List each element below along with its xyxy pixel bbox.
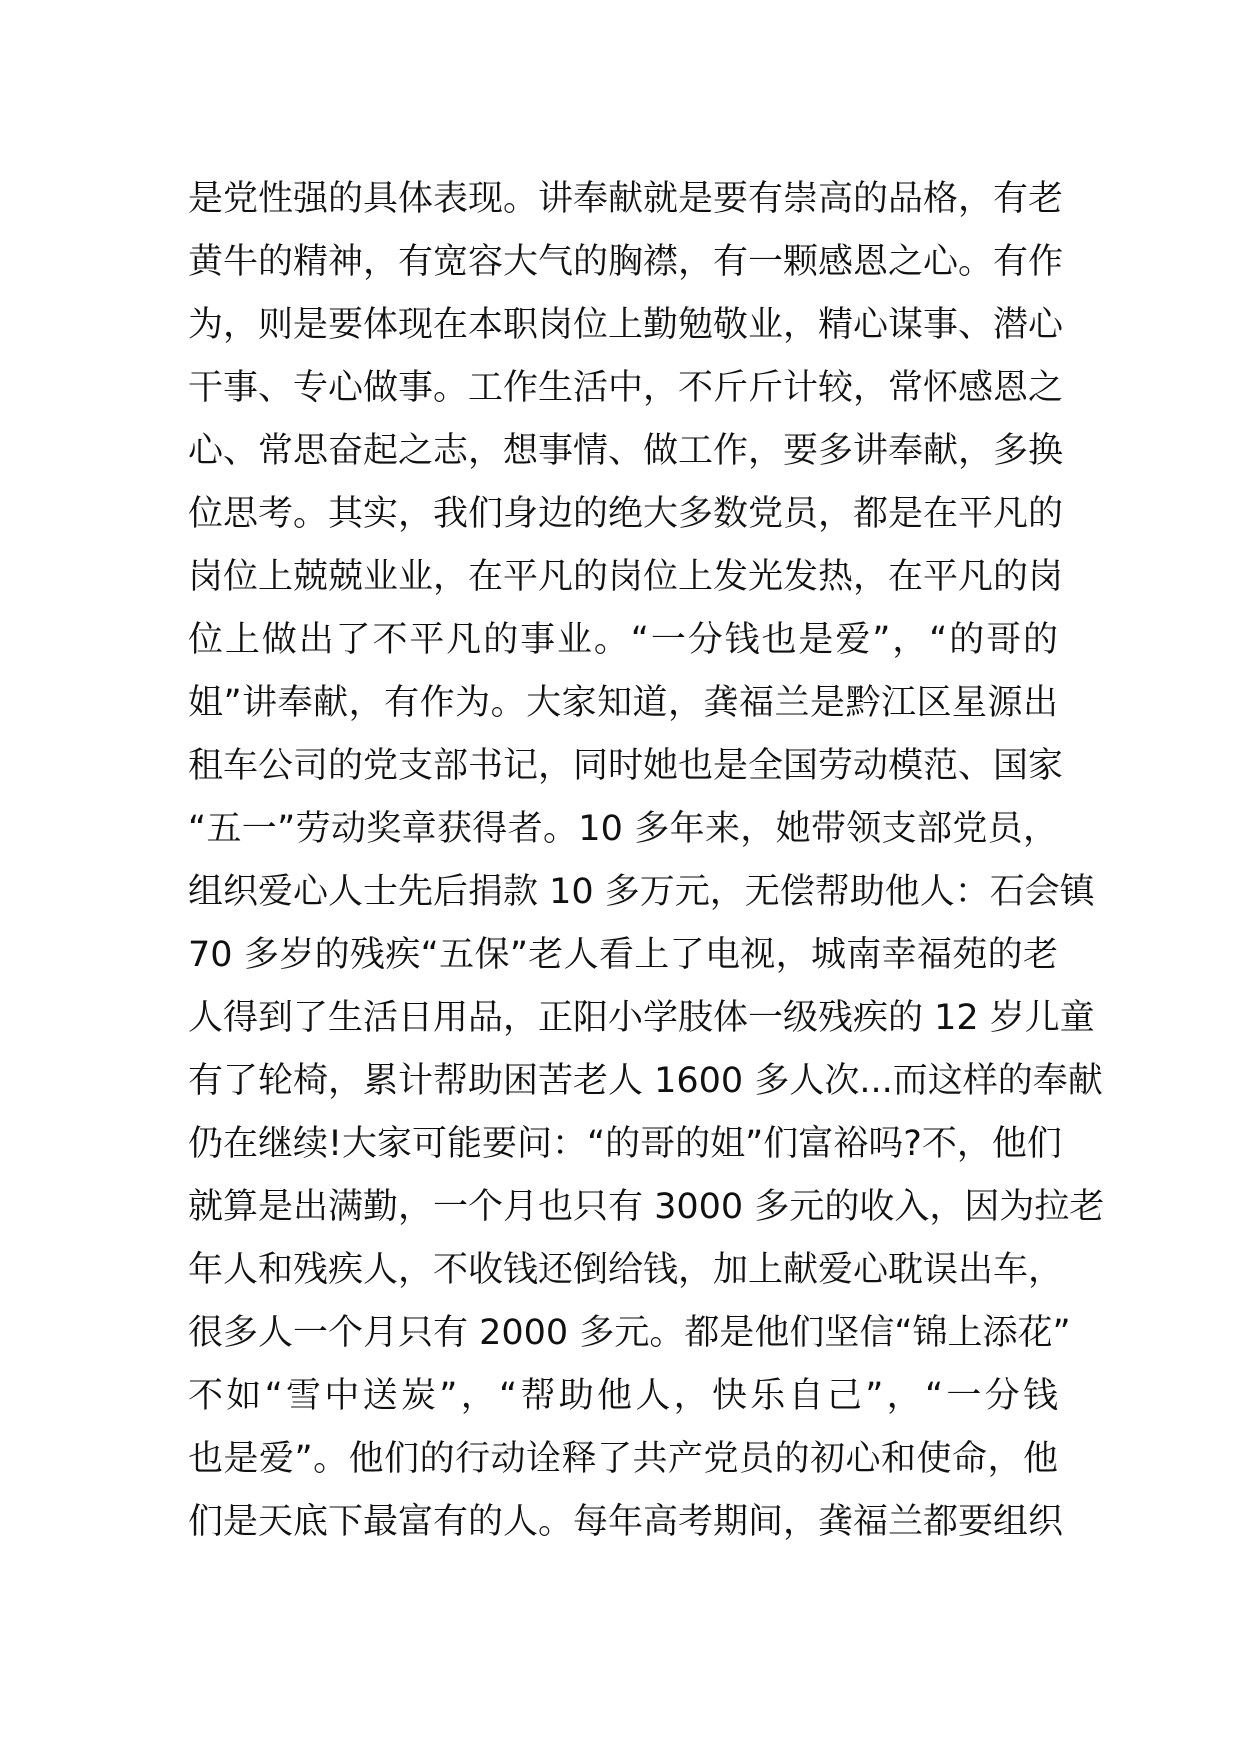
text-line: 姐”讲奉献，有作为。大家知道，龚福兰是黔江区星源出	[188, 683, 1058, 723]
text-line: “五一”劳动奖章获得者。10 多年来，她带领支部党员，	[188, 809, 1058, 849]
text-line: 组织爱心人士先后捐款 10 多万元，无偿帮助他人：石会镇	[188, 872, 1095, 912]
text-line: 租车公司的党支部书记，同时她也是全国劳动模范、国家	[188, 746, 1064, 786]
text-line: 为，则是要体现在本职岗位上勤勉敬业，精心谋事、潜心	[188, 305, 1064, 345]
text-line: 有了轮椅，累计帮助困苦老人 1600 多人次...而这样的奉献	[188, 1061, 1103, 1101]
text-line: 70 多岁的残疾“五保”老人看上了电视，城南幸福苑的老	[188, 935, 1058, 975]
text-line: 人得到了生活日用品，正阳小学肢体一级残疾的 12 岁儿童	[188, 998, 1095, 1038]
text-line: 黄牛的精神，有宽容大气的胸襟，有一颗感恩之心。有作	[188, 242, 1064, 282]
text-line: 干事、专心做事。工作生活中，不斤斤计较，常怀感恩之	[188, 368, 1064, 408]
text-line: 不如“雪中送炭”，“帮助他人，快乐自己”，“一分钱	[188, 1376, 1058, 1416]
text-line: 是党性强的具体表现。讲奉献就是要有崇高的品格，有老	[188, 179, 1064, 219]
text-line: 也是爱”。他们的行动诠释了共产党员的初心和使命，他	[188, 1439, 1058, 1479]
text-line: 岗位上兢兢业业，在平凡的岗位上发光发热，在平凡的岗	[188, 557, 1064, 597]
text-line: 就算是出满勤，一个月也只有 3000 多元的收入，因为拉老	[188, 1187, 1105, 1227]
text-line: 心、常思奋起之志，想事情、做工作，要多讲奉献，多换	[188, 431, 1064, 471]
text-line: 位上做出了不平凡的事业。“一分钱也是爱”，“的哥的	[188, 620, 1058, 660]
text-line: 们是天底下最富有的人。每年高考期间，龚福兰都要组织	[188, 1502, 1064, 1542]
body-paragraph	[188, 168, 1105, 1554]
text-line: 位思考。其实，我们身边的绝大多数党员，都是在平凡的	[188, 494, 1064, 534]
text-line: 年人和残疾人，不收钱还倒给钱，加上献爱心耽误出车，	[188, 1250, 1064, 1290]
text-line: 仍在继续!大家可能要问：“的哥的姐”们富裕吗?不，他们	[188, 1124, 1062, 1164]
text-line: 很多人一个月只有 2000 多元。都是他们坚信“锦上添花”	[188, 1313, 1071, 1353]
